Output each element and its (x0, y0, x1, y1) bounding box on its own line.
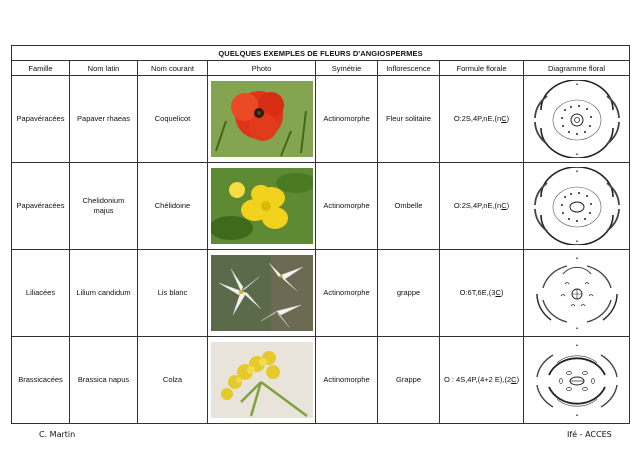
table-title-row (12, 46, 630, 61)
diagram-cell (524, 163, 630, 250)
inflorescence-cell: Grappe (378, 337, 440, 424)
nom-latin-cell: Lilium candidum (70, 250, 138, 337)
svg-text:•: • (575, 413, 579, 419)
svg-text:•: • (575, 326, 579, 332)
red-poppy-photo (211, 81, 313, 157)
table-title: QUELQUES EXEMPLES DE FLEURS D'ANGIOSPERMES (12, 46, 630, 61)
symetrie-cell: Actinomorphe (316, 163, 378, 250)
formule-cell (440, 163, 524, 250)
formule-cell (440, 337, 524, 424)
symetrie-cell: Actinomorphe (316, 337, 378, 424)
angiosperm-table-sheet (11, 45, 629, 424)
photo-cell (208, 76, 316, 163)
famille-cell: Liliacées (12, 250, 70, 337)
footer-source: Ifé - ACCES (567, 430, 612, 439)
column-header: Photo (208, 61, 316, 76)
formule-close: ) (500, 288, 504, 297)
svg-text:•: • (575, 239, 579, 245)
svg-text:•: • (575, 152, 579, 158)
formule-close: ) (516, 375, 520, 384)
formule-underlined: C (495, 288, 501, 297)
nom-latin-cell: Chelidonium majus (70, 163, 138, 250)
photo-cell (208, 250, 316, 337)
inflorescence-cell: grappe (378, 250, 440, 337)
diagram-cell (524, 250, 630, 337)
angiosperm-table (11, 45, 630, 424)
yellow-rapeseed-photo (211, 342, 313, 418)
floral-diagram-lily (527, 254, 627, 332)
symetrie-cell: Actinomorphe (316, 250, 378, 337)
white-lily-photo (211, 255, 313, 331)
floral-diagram-celandine (527, 167, 627, 245)
nom-courant-cell: Chélidoine (138, 163, 208, 250)
inflorescence-cell: Fleur solitaire (378, 76, 440, 163)
formule-underlined: C (511, 375, 517, 384)
photo-cell (208, 163, 316, 250)
nom-latin-cell: Brassica napus (70, 337, 138, 424)
table-row (12, 76, 630, 163)
formule-underlined: C (501, 201, 507, 210)
formule-underlined: C (501, 114, 507, 123)
column-header: Nom latin (70, 61, 138, 76)
famille-cell: Papavéracées (12, 163, 70, 250)
table-row (12, 250, 630, 337)
diagram-cell (524, 76, 630, 163)
inflorescence-cell: Ombelle (378, 163, 440, 250)
nom-latin-cell: Papaver rhaeas (70, 76, 138, 163)
formule-close: ) (506, 201, 510, 210)
nom-courant-cell: Colza (138, 337, 208, 424)
formule-cell (440, 250, 524, 337)
nom-courant-cell: Lis blanc (138, 250, 208, 337)
svg-text:•: • (575, 169, 579, 175)
formule-text: O : 4S,4P,(4+2 E),(2 (443, 375, 512, 384)
floral-diagram-poppy (527, 80, 627, 158)
column-header: Diagramme floral (524, 61, 630, 76)
symetrie-cell: Actinomorphe (316, 76, 378, 163)
svg-text:•: • (575, 256, 579, 262)
table-row (12, 163, 630, 250)
formule-close: ) (506, 114, 510, 123)
footer-author: C. Martin (39, 430, 76, 439)
svg-text:•: • (575, 343, 579, 349)
famille-cell: Brassicacées (12, 337, 70, 424)
column-header: Formule florale (440, 61, 524, 76)
yellow-celandine-photo (211, 168, 313, 244)
table-row (12, 337, 630, 424)
diagram-cell (524, 337, 630, 424)
nom-courant-cell: Coquelicot (138, 76, 208, 163)
formule-text: O:2S,4P,nE,(n (453, 114, 502, 123)
svg-text:•: • (575, 82, 579, 88)
column-header: Famille (12, 61, 70, 76)
column-header: Nom courant (138, 61, 208, 76)
formule-text: O:2S,4P,nE,(n (453, 201, 502, 210)
table-header-row (12, 61, 630, 76)
formule-text: O:6T,6E,(3 (459, 288, 496, 297)
formule-cell (440, 76, 524, 163)
photo-cell (208, 337, 316, 424)
famille-cell: Papavéracées (12, 76, 70, 163)
column-header: Inflorescence (378, 61, 440, 76)
column-header: Symétrie (316, 61, 378, 76)
floral-diagram-rapeseed (527, 341, 627, 419)
